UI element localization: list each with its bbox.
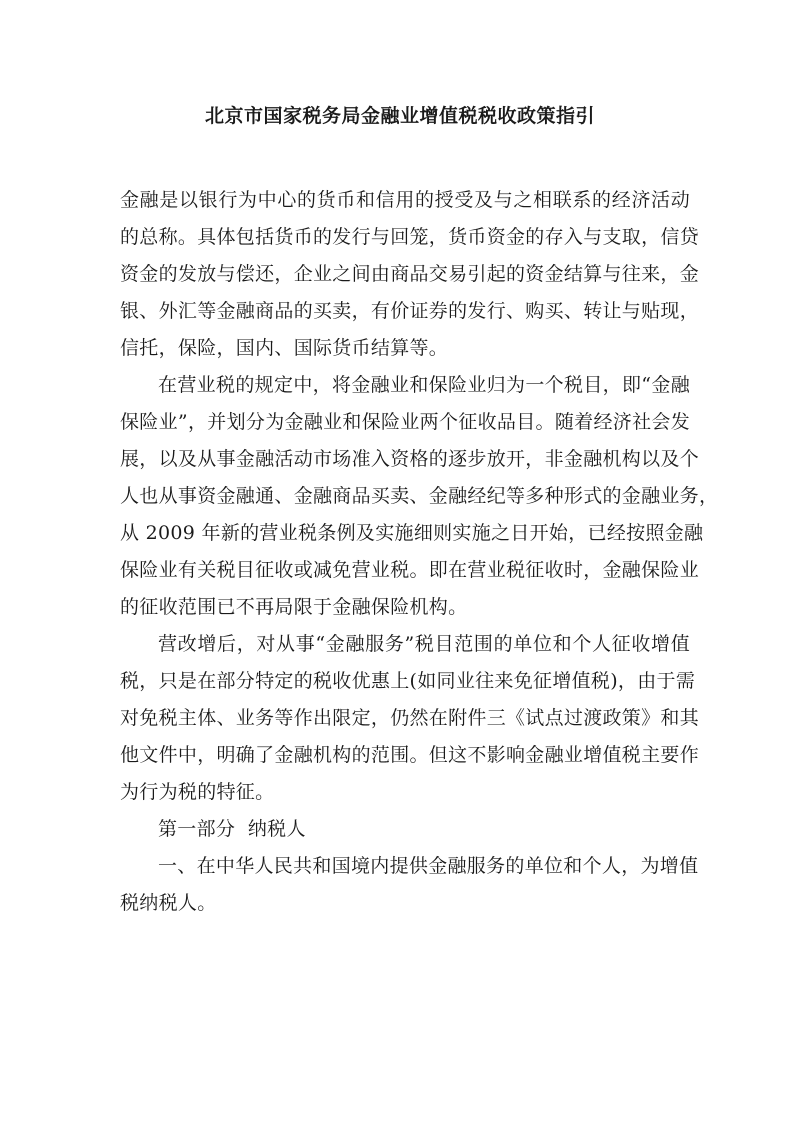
paragraph-line: 的总称。具体包括货币的发行与回笼，货币资金的存入与支取，信贷 [120,226,700,248]
paragraph-line: 展，以及从事金融活动市场准入资格的逐步放开，非金融机构以及个 [120,448,700,470]
paragraph-taxpayer-definition [120,848,699,922]
paragraph-line: 他文件中，明确了金融机构的范围。但这不影响金融业增值税主要作 [120,744,700,766]
paragraph-line: 保险业有关税目征收或减免营业税。即在营业税征收时，金融保险业 [120,559,700,581]
paragraph-line: 资金的发放与偿还，企业之间由商品交易引起的资金结算与往来，金 [120,263,700,285]
section-heading: 第一部分 纳税人 [158,818,306,840]
paragraph-line: 对免税主体、业务等作出限定，仍然在附件三《试点过渡政策》和其 [120,707,700,729]
page-title: 北京市国家税务局金融业增值税税收政策指引 [204,105,595,127]
paragraph-line: 人也从事资金融通、金融商品买卖、金融经纪等多种形式的金融业务， [120,485,719,507]
paragraph-line: 一、在中华人民共和国境内提供金融服务的单位和个人，为增值 [158,855,699,877]
paragraph-line: 的征收范围已不再局限于金融保险机构。 [120,596,468,618]
paragraph-business-tax [120,367,719,626]
paragraph-line: 营改增后，对从事“金融服务”税目范围的单位和个人征收增值 [158,633,690,655]
paragraph-line: 在营业税的规定中，将金融业和保险业归为一个税目，即“金融 [158,374,690,396]
paragraph-vat-reform [120,626,700,811]
document-body [120,182,719,922]
section-heading-taxpayer [120,811,690,848]
paragraph-finance-definition [120,182,700,367]
paragraph-line: 银、外汇等金融商品的买卖，有价证券的发行、购买、转让与贴现， [120,300,700,322]
paragraph-line: 保险业”，并划分为金融业和保险业两个征收品目。随着经济社会发 [120,411,690,433]
paragraph-line: 税纳税人。 [120,892,217,914]
paragraph-line: 税，只是在部分特定的税收优惠上(如同业往来免征增值税)，由于需 [120,670,696,692]
paragraph-line: 金融是以银行为中心的货币和信用的授受及与之相联系的经济活动 [120,189,690,211]
paragraph-line: 从 2009 年新的营业税条例及实施细则实施之日开始，已经按照金融 [120,522,704,544]
paragraph-line: 信托，保险，国内、国际货币结算等。 [120,337,449,359]
paragraph-line: 为行为税的特征。 [120,781,275,803]
